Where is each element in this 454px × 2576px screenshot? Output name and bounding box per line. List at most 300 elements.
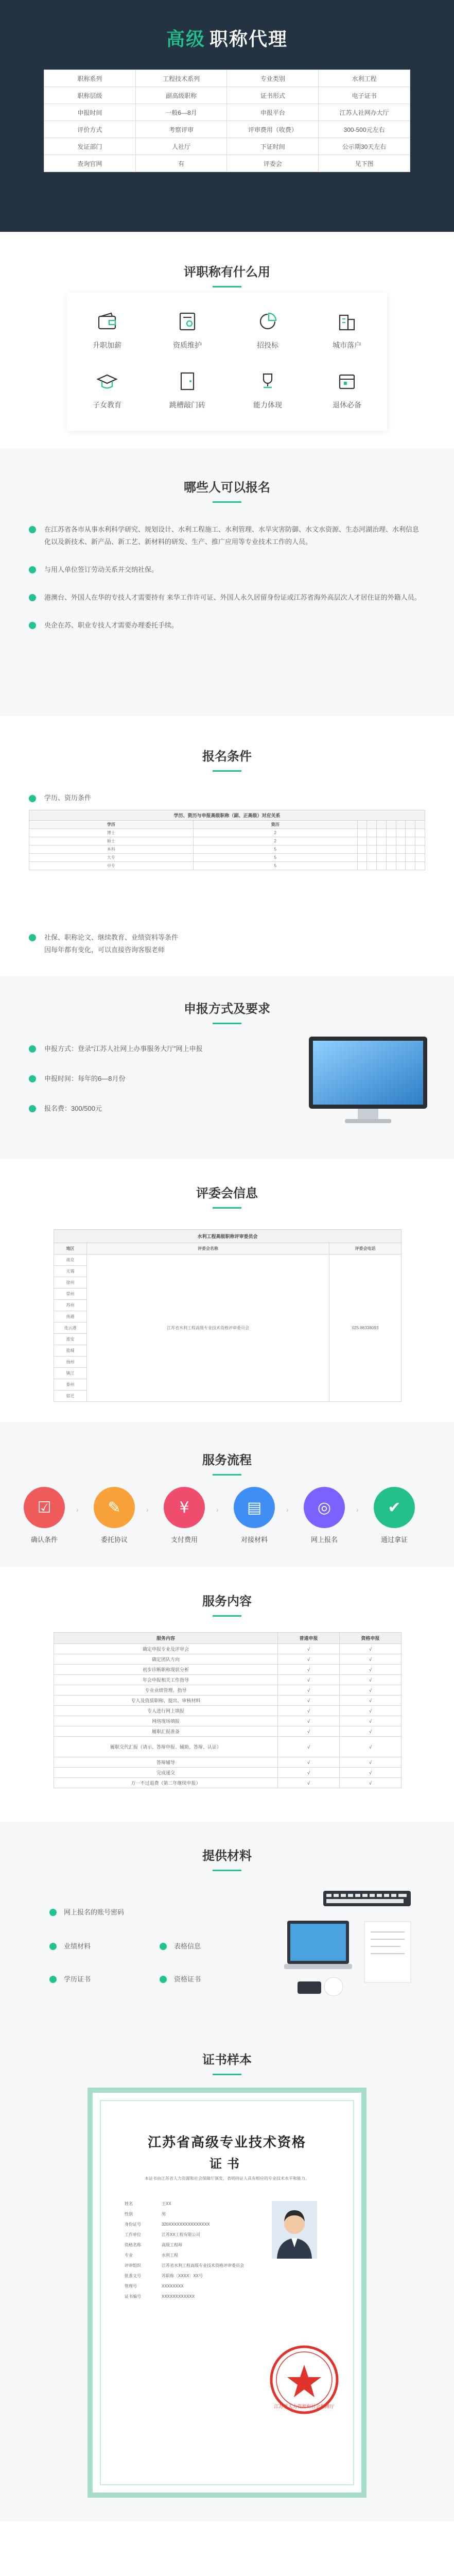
material-item: 表格信息: [160, 1941, 201, 1952]
service-item-cell: 网络现场填报: [54, 1716, 278, 1726]
process-title: 服务流程: [0, 1450, 454, 1476]
check-cell: √: [278, 1644, 340, 1654]
graduation-icon: [96, 370, 118, 393]
info-value: 人社厅: [135, 138, 227, 155]
committee-table: [54, 1229, 401, 1402]
table-row: [54, 1706, 401, 1716]
table-cell: [396, 862, 406, 870]
function-label: 招投标: [257, 341, 278, 349]
table-header-cell: 地区: [54, 1243, 87, 1255]
bullet-icon: [49, 1943, 57, 1950]
table-cell: 5: [193, 845, 357, 854]
monitor-icon: [304, 1031, 432, 1129]
process-step: [83, 1487, 145, 1544]
table-row: [54, 1716, 401, 1726]
laptop-icon: [277, 1880, 426, 2004]
certificate-field-value: 江苏XX工程有限公司: [162, 2232, 200, 2237]
certificate-title: 证书样本: [0, 2049, 454, 2075]
table-cell: [415, 837, 425, 845]
list-item: 申报方式：登录“江苏人社网上办事服务大厅”网上申报: [29, 1043, 203, 1055]
table-row: [54, 1737, 401, 1757]
check-cell: √: [278, 1726, 340, 1737]
certificate-field-key: 工作单位: [125, 2232, 141, 2237]
table-cell: [386, 837, 396, 845]
service-section: [0, 1567, 454, 1822]
process-step: [153, 1487, 215, 1544]
process-step-label: 支付费用: [170, 1536, 198, 1544]
folder-icon: ▤: [234, 1487, 275, 1528]
table-caption: 学历、资历与申报高级职称（副、正高级）对应关系: [29, 810, 425, 821]
table-cell: [406, 837, 415, 845]
certificate-field: [125, 2232, 200, 2238]
check-cell: √: [340, 1716, 401, 1726]
table-row: [54, 1675, 401, 1685]
certificate-field-value: XXXXXXXX: [162, 2284, 184, 2289]
table-row: [44, 87, 410, 104]
table-cell: [406, 845, 415, 854]
arrow-right-icon: ›: [216, 1505, 219, 1514]
info-value: 公示期30天左右: [319, 138, 410, 155]
certificate-field-value: 男: [162, 2212, 166, 2216]
certificate-image: [88, 2088, 366, 2498]
conditions-note: 社保、职称论文、继续教育、业绩资料等条件 因每年都有变化，可以直接咨询客服老师: [29, 931, 430, 956]
avatar: [272, 2201, 317, 2259]
process-step-label: 对接材料: [240, 1536, 268, 1544]
service-item-cell: 年会申报相关工作指导: [54, 1675, 278, 1685]
seal-icon: [266, 2341, 343, 2418]
check-cell: √: [278, 1665, 340, 1675]
bullet-icon: [29, 526, 36, 533]
table-cell: [357, 862, 367, 870]
area-cell: 盐城: [54, 1345, 87, 1357]
bullet-icon: [29, 566, 36, 573]
check-cell: √: [278, 1757, 340, 1768]
process-step: [13, 1487, 75, 1544]
process-step-label: 网上报名: [310, 1536, 338, 1544]
bullet-icon: [160, 1976, 167, 1983]
service-item-cell: 专业业绩管理、指导: [54, 1685, 278, 1696]
check-cell: √: [340, 1778, 401, 1788]
check-cell: √: [340, 1644, 401, 1654]
bullet-icon: [29, 1075, 36, 1082]
arrow-right-icon: ›: [146, 1505, 149, 1514]
info-value: 见下图: [319, 155, 410, 172]
info-key: 申报平台: [227, 104, 319, 121]
function-label: 城市落户: [333, 341, 361, 349]
table-row: [44, 104, 410, 121]
page-title: [0, 25, 454, 51]
bullet-icon: [29, 795, 36, 802]
info-key: 申报时间: [44, 104, 136, 121]
table-cell: [415, 854, 425, 862]
table-row: [54, 1644, 401, 1654]
checklist-icon: ☑: [24, 1487, 65, 1528]
table-cell: [415, 845, 425, 854]
certificate-field-value: 320XXXXXXXXXXXXXXX: [162, 2222, 210, 2227]
certificate-field-key: 身份证号: [125, 2222, 141, 2227]
table-cell: 5: [193, 854, 357, 862]
committee-name-cell: 江苏省水利工程高级专业技术资格评审委员会: [87, 1255, 329, 1402]
check-cell: √: [278, 1716, 340, 1726]
service-item-cell: 专人及资质职称、提出、审核材料: [54, 1696, 278, 1706]
info-key: 下证时间: [227, 138, 319, 155]
table-row: [54, 1255, 401, 1266]
table-header-row: [54, 1633, 401, 1644]
info-key: 职称系列: [44, 70, 136, 87]
table-cell: [377, 845, 387, 854]
info-key: 发证部门: [44, 138, 136, 155]
service-title: 服务内容: [0, 1591, 454, 1617]
table-header-cell: 普通申报: [278, 1633, 340, 1644]
conditions-table: [29, 810, 425, 870]
certificate-field-key: 性别: [125, 2212, 133, 2216]
table-cell: [367, 829, 377, 837]
certificate-field: [125, 2201, 171, 2207]
service-item-cell: 确定申报专业及评审会: [54, 1644, 278, 1654]
table-row: [54, 1685, 401, 1696]
table-cell: [415, 829, 425, 837]
function-item: [316, 310, 378, 350]
list-item: 港澳台、外国人在华的专技人才需要持有 来华工作许可证、外国人永久居留身份证或江苏省海外高层次人才居住证的外籍人员。: [29, 591, 425, 604]
info-value: 水利工程: [319, 70, 410, 87]
pie-chart-icon: [256, 310, 279, 333]
function-item: [156, 310, 218, 350]
certificate-field-value: 苏职称〔XXXX〕XX号: [162, 2274, 203, 2278]
process-step-label: 确认条件: [30, 1536, 58, 1544]
check-cell: √: [340, 1706, 401, 1716]
info-key: 评价方式: [44, 121, 136, 138]
service-item-cell: 专人进行网上填报: [54, 1706, 278, 1716]
function-label: 升职加薪: [93, 341, 121, 349]
process-step: [223, 1487, 285, 1544]
table-cell: [367, 845, 377, 854]
check-cell: √: [278, 1768, 340, 1778]
list-item: 央企在苏、职业专技人才需要办理委托手续。: [29, 619, 425, 632]
table-header-cell: 评委会电话: [329, 1243, 401, 1255]
certificate-field-key: 批准文号: [125, 2274, 141, 2278]
method-section: [0, 976, 454, 1159]
service-item-cell: 初步诊断职称现状分析: [54, 1665, 278, 1675]
info-key: 职称层级: [44, 87, 136, 104]
table-row: [29, 829, 425, 837]
certificate-field: [125, 2294, 195, 2299]
table-cell: [386, 829, 396, 837]
table-header-cell: [357, 821, 367, 829]
table-row: [44, 138, 410, 155]
bullet-icon: [29, 594, 36, 601]
certificate-section: [0, 2027, 454, 2521]
who-title: 哪些人可以报名: [0, 477, 454, 503]
certificate-field-key: 资格名称: [125, 2243, 141, 2247]
check-cell: √: [278, 1778, 340, 1788]
area-cell: 扬州: [54, 1357, 87, 1368]
functions-card: [67, 293, 387, 431]
info-key: 专业类别: [227, 70, 319, 87]
function-item: [156, 370, 218, 410]
door-icon: [176, 370, 199, 393]
table-cell: [377, 854, 387, 862]
service-table: [54, 1632, 401, 1788]
arrow-right-icon: ›: [76, 1505, 79, 1514]
table-cell: [367, 862, 377, 870]
area-cell: 淮安: [54, 1334, 87, 1345]
table-header-cell: 评委会名称: [87, 1243, 329, 1255]
table-cell: [357, 854, 367, 862]
who-list: [29, 523, 425, 647]
info-key: 评审费用（收费）: [227, 121, 319, 138]
bullet-icon: [29, 1045, 36, 1053]
arrow-right-icon: ›: [286, 1505, 289, 1514]
table-cell: [406, 862, 415, 870]
table-cell: [386, 854, 396, 862]
table-row: [54, 1768, 401, 1778]
service-item-cell: 完成递交: [54, 1768, 278, 1778]
table-header-cell: 资历: [193, 821, 357, 829]
check-cell: √: [340, 1737, 401, 1757]
function-label: 跳槽敲门砖: [169, 401, 205, 409]
certificate-field: [125, 2283, 184, 2289]
table-header-row: [54, 1243, 401, 1255]
service-item-cell: 万一不过退费（第二年继续申报）: [54, 1778, 278, 1788]
check-cell: √: [278, 1675, 340, 1685]
table-cell: [415, 862, 425, 870]
certificate-field: [125, 2242, 182, 2248]
table-cell: 本科: [29, 845, 194, 854]
area-cell: 泰州: [54, 1379, 87, 1391]
table-cell: [357, 829, 367, 837]
table-cell: [396, 829, 406, 837]
table-row: [54, 1696, 401, 1706]
table-row: [54, 1665, 401, 1675]
check-cell: √: [340, 1757, 401, 1768]
table-header-cell: 资格申报: [340, 1633, 401, 1644]
table-header-cell: [415, 821, 425, 829]
function-label: 子女教育: [93, 401, 121, 409]
table-cell: [386, 845, 396, 854]
table-header-row: [29, 821, 425, 829]
check-cell: √: [278, 1706, 340, 1716]
certificate-field-value: XXXXXXXXXXXX: [162, 2294, 195, 2299]
area-cell: 徐州: [54, 1277, 87, 1289]
svg-text:江苏省人力资源和社会保障厅: 江苏省人力资源和社会保障厅: [274, 2404, 335, 2410]
info-value: 江苏人社网办大厅: [319, 104, 410, 121]
bullet-icon: [160, 1943, 167, 1950]
table-row: [44, 121, 410, 138]
bullet-icon: [29, 622, 36, 629]
function-label: 能力体现: [253, 401, 282, 409]
table-header-cell: [396, 821, 406, 829]
title-main: 职称代理: [209, 28, 288, 49]
table-cell: 博士: [29, 829, 194, 837]
table-row: [54, 1778, 401, 1788]
info-value: 电子证书: [319, 87, 410, 104]
function-item: [316, 370, 378, 410]
building-icon: [336, 310, 358, 333]
table-cell: 2: [193, 837, 357, 845]
list-item: 申报时间：每年的6—8月份: [29, 1073, 203, 1085]
function-item: [237, 310, 299, 350]
table-header-cell: 学历: [29, 821, 194, 829]
function-label: 退休必备: [333, 401, 361, 409]
material-item: 业绩材料: [49, 1941, 91, 1952]
check-cell: √: [340, 1726, 401, 1737]
service-item-cell: 答辩辅导: [54, 1757, 278, 1768]
certificate-field-value: 王XX: [162, 2201, 171, 2206]
table-row: [44, 155, 410, 172]
process-step: [293, 1487, 355, 1544]
area-cell: 连云港: [54, 1323, 87, 1334]
process-section: [0, 1422, 454, 1567]
table-header-cell: [406, 821, 415, 829]
table-header-cell: [377, 821, 387, 829]
process-step-label: 委托协议: [100, 1536, 128, 1544]
info-value: 一般6—8月: [135, 104, 227, 121]
table-row: [29, 845, 425, 854]
table-cell: [396, 845, 406, 854]
material-item: 网上报名的账号密码: [49, 1907, 124, 1918]
function-item: [76, 310, 138, 350]
table-row: [29, 837, 425, 845]
table-row: [44, 70, 410, 87]
certificate-field-key: 姓名: [125, 2201, 133, 2206]
table-header-cell: [367, 821, 377, 829]
list-item: 在江苏省各市从事水利科学研究、规划设计、水利工程施工、水利管理、水旱灾害防御、水文水资源、生态河湖治理、水利信息化以及新技术、新产品、新工艺、新材料的研发、生产、推广应用等专业技术工作的人员。: [29, 523, 425, 548]
table-row: [29, 862, 425, 870]
process-step-label: 通过拿证: [380, 1536, 408, 1544]
table-caption: 水利工程高级职称评审委员会: [54, 1230, 401, 1243]
table-header-cell: [386, 821, 396, 829]
check-cell: √: [278, 1685, 340, 1696]
bullet-icon: [29, 1105, 36, 1112]
check-cell: √: [340, 1685, 401, 1696]
table-row: [54, 1726, 401, 1737]
info-value: 副高级职称: [135, 87, 227, 104]
area-cell: 南京: [54, 1255, 87, 1266]
function-label: 资质维护: [173, 341, 202, 349]
table-cell: [396, 837, 406, 845]
certificate-field: [125, 2211, 166, 2217]
method-title: 申报方式及要求: [0, 998, 454, 1024]
info-table: [44, 70, 410, 172]
badge-icon: ✔: [374, 1487, 415, 1528]
area-cell: 镇江: [54, 1368, 87, 1379]
area-cell: 无锡: [54, 1266, 87, 1277]
functions-title: 评职称有什么用: [0, 262, 454, 287]
table-cell: [406, 829, 415, 837]
committee-phone-cell: 025-86338093: [329, 1255, 401, 1402]
table-cell: 硕士: [29, 837, 194, 845]
table-cell: [367, 837, 377, 845]
table-cell: [377, 829, 387, 837]
check-cell: √: [340, 1696, 401, 1706]
check-cell: √: [278, 1696, 340, 1706]
table-row: [29, 854, 425, 862]
table-cell: [357, 845, 367, 854]
area-cell: 南通: [54, 1311, 87, 1323]
certificate-note: 本证书由江苏省人力资源和社会保障厅颁发，表明持证人具有相应的专业技术水平和能力。: [145, 2176, 309, 2181]
document-icon: ✎: [94, 1487, 135, 1528]
table-row: [54, 1654, 401, 1665]
list-item: 与用人单位签订劳动关系并交纳社保。: [29, 564, 425, 576]
info-value: 300-500元左右: [319, 121, 410, 138]
check-cell: √: [340, 1768, 401, 1778]
bullet-icon: [29, 934, 36, 941]
check-cell: √: [278, 1654, 340, 1665]
hero-header: [0, 0, 454, 232]
certificate-field-key: 证书编号: [125, 2294, 141, 2299]
info-value: 考察评审: [135, 121, 227, 138]
conditions-section: [0, 716, 454, 976]
info-key: 证书形式: [227, 87, 319, 104]
check-cell: √: [340, 1654, 401, 1665]
table-row: [54, 1757, 401, 1768]
certificate-field: [125, 2222, 209, 2227]
person-photo-icon: [272, 2201, 317, 2259]
wallet-icon: [96, 310, 118, 333]
table-cell: [406, 854, 415, 862]
table-cell: [386, 862, 396, 870]
certificate-field-value: 江苏省水利工程高级专业技术资格评审委员会: [162, 2263, 244, 2268]
materials-title: 提供材料: [0, 1845, 454, 1871]
info-value: 工程技术系列: [135, 70, 227, 87]
function-item: [237, 370, 299, 410]
info-key: 查询官网: [44, 155, 136, 172]
info-key: 评委会: [227, 155, 319, 172]
table-cell: 中专: [29, 862, 194, 870]
check-cell: √: [278, 1737, 340, 1757]
certificate-icon: [176, 310, 199, 333]
table-cell: [377, 862, 387, 870]
certificate-field-value: 高级工程师: [162, 2243, 182, 2247]
title-accent: 高级: [166, 28, 205, 49]
certificate-heading: 江苏省高级专业技术资格: [147, 2135, 306, 2150]
info-value: 有: [135, 155, 227, 172]
table-cell: 5: [193, 862, 357, 870]
area-cell: 宿迁: [54, 1391, 87, 1402]
list-item: 报名费：300/500元: [29, 1103, 203, 1115]
certificate-field-key: 专业: [125, 2253, 133, 2258]
method-list: [29, 1043, 203, 1132]
table-cell: [367, 854, 377, 862]
certificate-field: [125, 2273, 203, 2279]
certificate-field-key: 评审组织: [125, 2263, 141, 2268]
payment-icon: ¥: [164, 1487, 205, 1528]
process-step: [363, 1487, 425, 1544]
table-cell: 2: [193, 829, 357, 837]
conditions-line: 学历、资历条件: [29, 792, 91, 802]
area-cell: 苏州: [54, 1300, 87, 1311]
calendar-icon: [336, 370, 358, 393]
table-cell: [396, 854, 406, 862]
arrow-right-icon: ›: [356, 1505, 359, 1514]
table-cell: [357, 837, 367, 845]
material-item: 资格证书: [160, 1974, 201, 1985]
committee-section: [0, 1159, 454, 1422]
bullet-icon: [49, 1976, 57, 1983]
trophy-icon: [256, 370, 279, 393]
certificate-field-value: 水利工程: [162, 2253, 178, 2258]
functions-section: [0, 232, 454, 448]
conditions-title: 报名条件: [0, 746, 454, 772]
certificate-field: [125, 2252, 178, 2258]
table-cell: [377, 837, 387, 845]
bullet-icon: [49, 1909, 57, 1916]
certificate-subheading: 证书: [209, 2156, 245, 2171]
who-section: [0, 448, 454, 716]
materials-section: [0, 1822, 454, 2027]
table-header-cell: 服务内容: [54, 1633, 278, 1644]
check-cell: √: [340, 1675, 401, 1685]
